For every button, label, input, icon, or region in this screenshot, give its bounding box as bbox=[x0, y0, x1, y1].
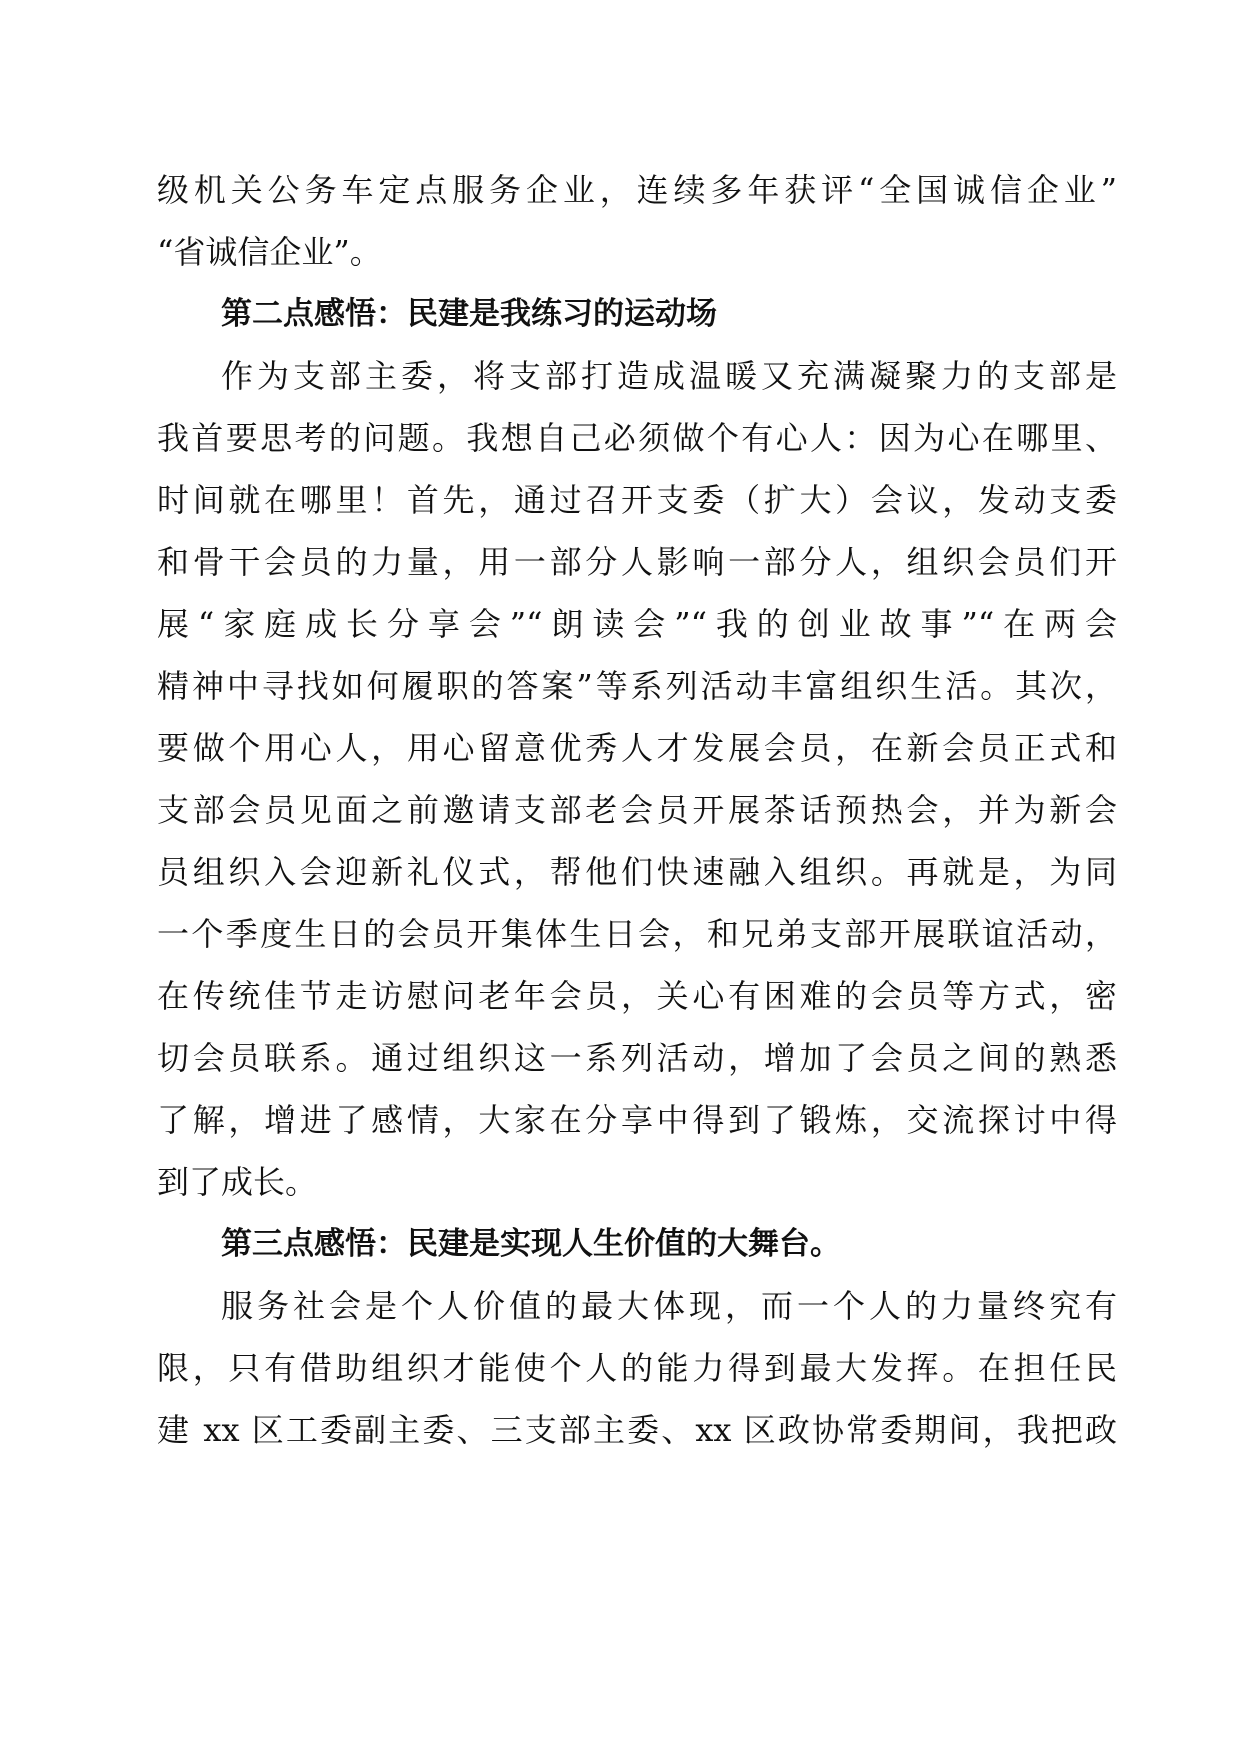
paragraph-2-line-9: 员组织入会迎新礼仪式，帮他们快速融入组织。再就是，为同 bbox=[157, 853, 1117, 891]
paragraph-3-line-3: 建 xx 区工委副主委、三支部主委、xx 区政协常委期间，我把政 bbox=[157, 1411, 1117, 1449]
paragraph-3-line-1: 服务社会是个人价值的最大体现，而一个人的力量终究有 bbox=[221, 1287, 1117, 1325]
paragraph-2-line-13: 了解，增进了感情，大家在分享中得到了锻炼，交流探讨中得 bbox=[157, 1101, 1117, 1139]
paragraph-2-line-8: 支部会员见面之前邀请支部老会员开展茶话预热会，并为新会 bbox=[157, 791, 1117, 829]
paragraph-2-line-6: 精神中寻找如何履职的答案”等系列活动丰富组织生活。其次， bbox=[157, 667, 1117, 705]
paragraph-2-line-3: 时间就在哪里！首先，通过召开支委（扩大）会议，发动支委 bbox=[157, 481, 1117, 519]
paragraph-1-line-1: 级机关公务车定点服务企业，连续多年获评“全国诚信企业” bbox=[157, 171, 1117, 209]
paragraph-2-line-14: 到了成长。 bbox=[157, 1163, 318, 1201]
section-heading-2: 第二点感悟：民建是我练习的运动场 bbox=[221, 296, 717, 332]
paragraph-2-line-11: 在传统佳节走访慰问老年会员，关心有困难的会员等方式，密 bbox=[157, 977, 1117, 1015]
paragraph-2-line-4: 和骨干会员的力量，用一部分人影响一部分人，组织会员们开 bbox=[157, 543, 1117, 581]
paragraph-2-line-12: 切会员联系。通过组织这一系列活动，增加了会员之间的熟悉 bbox=[157, 1039, 1117, 1077]
paragraph-1-line-2: “省诚信企业”。 bbox=[157, 233, 382, 271]
paragraph-3-line-2: 限，只有借助组织才能使个人的能力得到最大发挥。在担任民 bbox=[157, 1349, 1117, 1387]
paragraph-2-line-7: 要做个用心人，用心留意优秀人才发展会员，在新会员正式和 bbox=[157, 729, 1117, 767]
section-heading-3: 第三点感悟：民建是实现人生价值的大舞台。 bbox=[221, 1226, 841, 1262]
paragraph-2-line-5: 展“家庭成长分享会”“朗读会”“我的创业故事”“在两会 bbox=[157, 605, 1117, 643]
paragraph-2-line-2: 我首要思考的问题。我想自己必须做个有心人：因为心在哪里、 bbox=[157, 419, 1117, 457]
paragraph-2-line-10: 一个季度生日的会员开集体生日会，和兄弟支部开展联谊活动， bbox=[157, 915, 1117, 953]
paragraph-2-line-1: 作为支部主委，将支部打造成温暖又充满凝聚力的支部是 bbox=[221, 357, 1117, 395]
